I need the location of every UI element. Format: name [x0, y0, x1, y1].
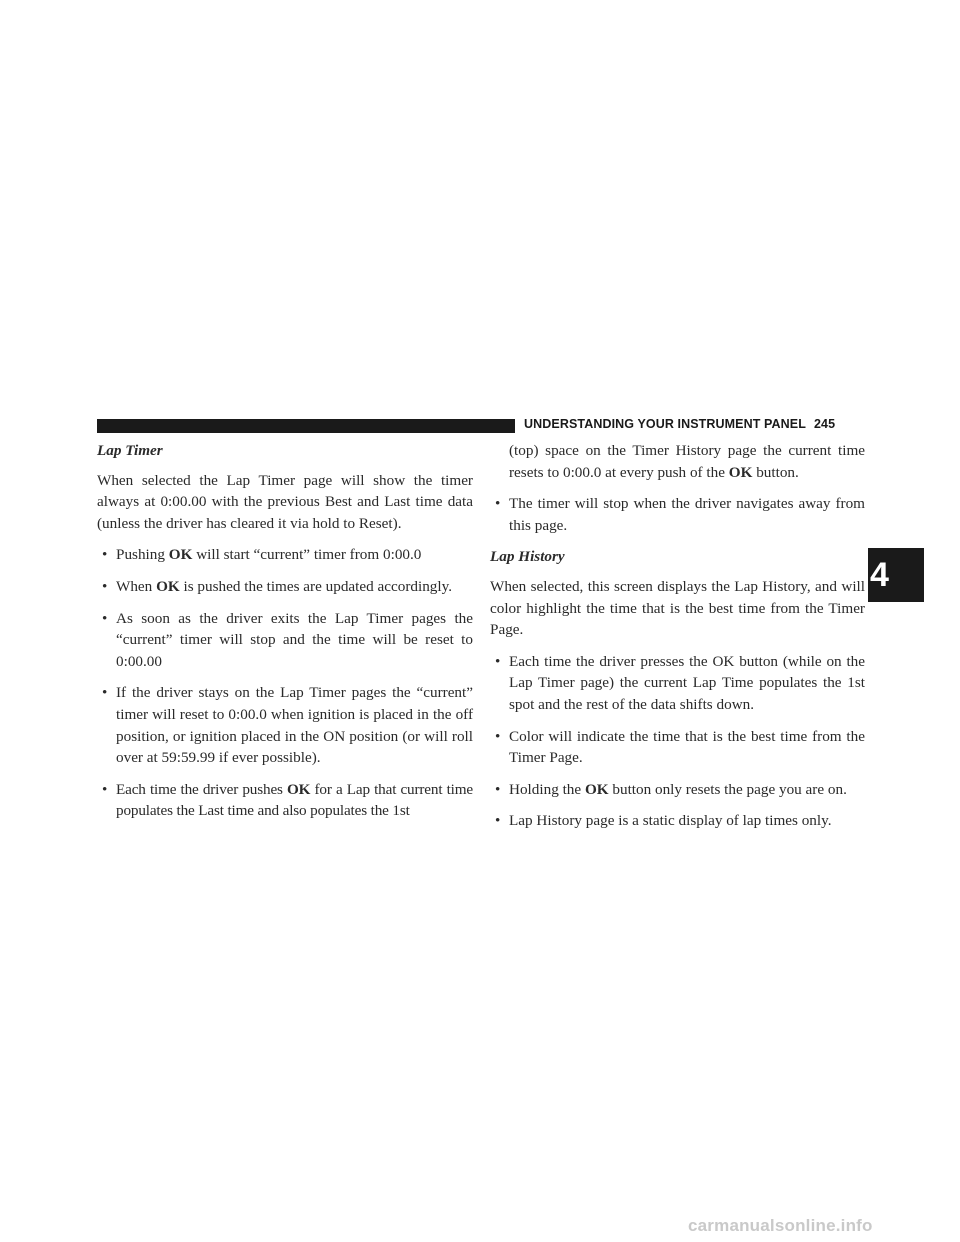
list-item: • Each time the driver presses the OK button (while on the Lap Timer page) the current Lap Time populates the 1st spot and the rest of the data shifts down. [490, 651, 865, 716]
lap-history-bullets [490, 651, 865, 832]
bullet-text: button. [752, 463, 799, 481]
list-item [97, 779, 473, 822]
header-rule-bar [97, 419, 515, 433]
list-item: • The timer will stop when the driver navigates away from this page. [490, 493, 865, 536]
bullet-text: Each time the driver pushes [116, 780, 287, 798]
list-item: • If the driver stays on the Lap Timer pages the “current” timer will reset to 0:00.0 when ignition is placed in the off position, or ignition placed in the ON position (or will roll over at 59:59.99 if ever possible). [97, 682, 473, 768]
bullet-continuation [490, 440, 865, 483]
lap-timer-bullets [97, 544, 473, 822]
list-item [97, 576, 473, 598]
bullet-text: Holding the [509, 780, 585, 798]
bullet-text: (top) space on the Timer History page the current time resets to 0:00.0 at every push of the [509, 442, 865, 481]
list-item: • As soon as the driver exits the Lap Timer pages the “current” timer will stop and the time will be reset to 0:00.00 [97, 608, 473, 673]
bullet-text: When [116, 577, 157, 595]
timer-stop-bullets [490, 493, 865, 536]
list-item: • Color will indicate the time that is the best time from the Timer Page. [490, 726, 865, 769]
lap-history-intro: When selected, this screen displays the Lap History, and will color highlight the time that is the best time from the Timer Page. [490, 577, 865, 639]
list-item [97, 544, 473, 566]
list-item: • Lap History page is a static display of lap times only. [490, 810, 865, 832]
ok-label: OK [584, 780, 609, 798]
bullet-text: for a Lap that current time populates the Last time and also populates the 1st [116, 780, 473, 820]
list-item [490, 779, 865, 801]
bullet-text: will start “current” timer from 0:00.0 [192, 546, 422, 564]
bullet-text: Pushing [116, 546, 169, 564]
footer-watermark: carmanualsonline.info [688, 1216, 873, 1235]
lap-timer-intro: When selected the Lap Timer page will show the timer always at 0:00.00 with the previous Best and Last time data (unless the driver has cleared it via hold to Reset). [97, 471, 473, 532]
left-column [97, 440, 473, 832]
bullet-text: button only resets the page you are on. [608, 780, 847, 798]
right-column [490, 440, 865, 842]
bullet-text: is pushed the times are updated accordingly. [179, 577, 453, 595]
running-header [524, 417, 864, 431]
lap-history-heading: Lap History [490, 548, 565, 566]
chapter-tab: 4 [868, 548, 924, 602]
ok-label: OK [728, 463, 753, 481]
lap-timer-heading: Lap Timer [97, 442, 163, 459]
page-number: 245 [813, 417, 836, 431]
section-title: UNDERSTANDING YOUR INSTRUMENT PANEL [524, 417, 806, 431]
ok-label: OK [156, 577, 180, 595]
ok-label: OK [287, 780, 311, 798]
ok-label: OK [168, 546, 193, 564]
